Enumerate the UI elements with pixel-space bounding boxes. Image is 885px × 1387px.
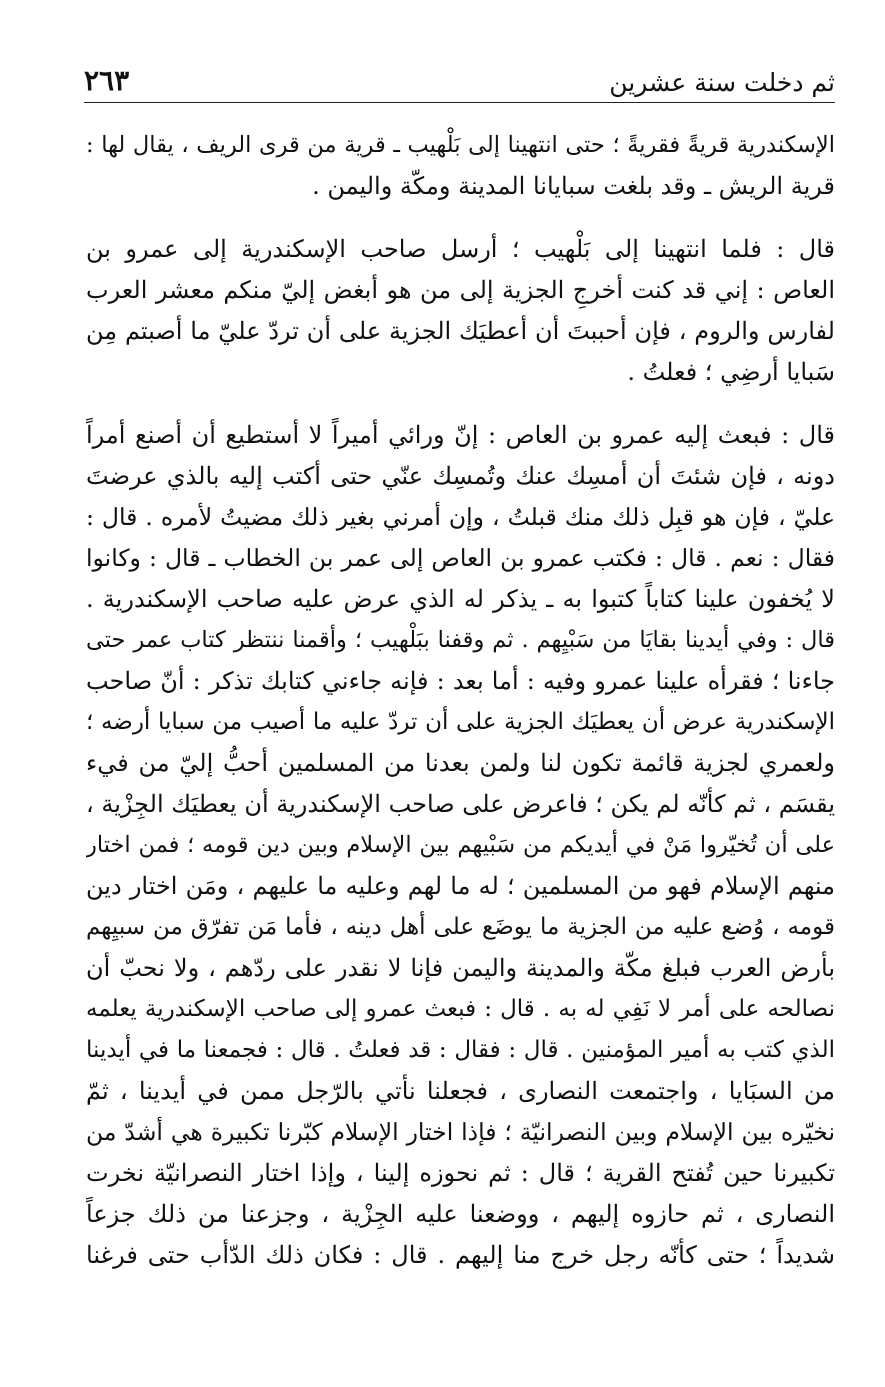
paragraph-1	[86, 125, 835, 207]
text-line: قال : وفي أيدينا بقايَا من سَبْيِهم . ثم وقفنا ببَلْهيب ؛ وأقمنا ننتظر كتاب عمر حتى	[86, 627, 835, 653]
text-line: قومه ، وُضع عليه من الجزية ما يوضَع على أهل دينه ، فأما مَن تفرّق من سبيِهم	[86, 914, 835, 940]
text-line: سَبايا أرضِي ؛ فعلتُ .	[627, 358, 835, 386]
text-line: قرية الريش ـ وقد بلغت سبايانا المدينة ومكّة واليمن .	[312, 172, 835, 200]
text-line: لفارس والروم ، فإن أحببتَ أن أعطيَك الجزية على أن تردّ عليّ ما أصبتم مِن	[86, 317, 835, 345]
page-number: ٢٦٣	[84, 64, 130, 97]
page-body	[86, 125, 835, 1276]
paragraph-3	[86, 415, 835, 1276]
text-line: منهم الإسلام فهو من المسلمين ؛ له ما لهم وعليه ما عليهم ، ومَن اختار دين	[86, 872, 835, 900]
text-line: الإسكندرية قريةً فقريةً ؛ حتى انتهينا إلى بَلْهيب ـ قرية من قرى الريف ، يقال لها :	[86, 132, 835, 158]
text-line: من السبَايا ، واجتمعت النصارى ، فجعلنا نأتي بالرّجل ممن في أيدينا ، ثمّ	[86, 1077, 835, 1105]
text-line: العاص : إني قد كنت أخرجِ الجزية إلى من هو أبغض إليّ منكم معشر العرب	[86, 276, 835, 304]
text-line: بأرض العرب فبلغ مكّة والمدينة واليمن فإنا لا نقدر على ردّهم ، ولا نحبّ أن	[86, 954, 835, 982]
text-line: النصارى ، ثم حازوه إليهم ، ووضعنا عليه الجِزْية ، وجزعنا من ذلك جزعاً	[86, 1200, 835, 1228]
text-line: ولعمري لجزية قائمة تكون لنا ولمن بعدنا من المسلمين أحبُّ إليّ من فيء	[86, 749, 835, 777]
text-line: جاءنا ؛ فقرأه علينا عمرو وفيه : أما بعد : فإنه جاءني كتابك تذكر : أنّ صاحب	[86, 667, 835, 695]
paragraph-2	[86, 229, 835, 393]
text-line: الإسكندرية عرض أن يعطيَك الجزية على أن تردّ عليه ما أصيب من سبايا أرضه ؛	[86, 709, 835, 735]
text-line: نصالحه على أمر لا نَفِي له به . قال : فبعث عمرو إلى صاحب الإسكندرية يعلمه	[86, 996, 835, 1022]
text-line: الذي كتب به أمير المؤمنين . قال : فقال : قد فعلتُ . قال : فجمعنا ما في أيدينا	[86, 1037, 835, 1063]
text-line: قال : فبعث إليه عمرو بن العاص : إنّ ورائي أميراً لا أستطيع أن أصنع أمراً	[86, 421, 835, 449]
text-line: يقسَم ، ثم كأنّه لم يكن ؛ فاعرض على صاحب الإسكندرية أن يعطيَك الجِزْية ،	[86, 790, 835, 818]
text-line: عليّ ، فإن هو قبِل ذلك منك قبلتُ ، وإن أمرني بغير ذلك مضيتُ لأمره . قال :	[86, 503, 835, 531]
page-header	[84, 62, 835, 103]
text-line: تكبيرنا حين تُفتح القرية ؛ قال : ثم نحوزه إلينا ، وإذا اختار النصرانيّة نخرت	[86, 1159, 835, 1187]
text-line: فقال : نعم . قال : فكتب عمرو بن العاص إلى عمر بن الخطاب ـ قال : وكانوا	[86, 544, 835, 572]
running-title: ثم دخلت سنة عشرين	[609, 68, 835, 97]
text-line: نخيّره بين الإسلام وبين النصرانيّة ؛ فإذا اختار الإسلام كبّرنا تكبيرة هي أشدّ من	[86, 1118, 835, 1146]
text-line: دونه ، فإن شئتَ أن أمسِك عنك وتُمسِك عنّي حتى أكتب إليه بالذي عرضتَ	[86, 462, 835, 490]
text-line: لا يُخفون علينا كتاباً كتبوا به ـ يذكر له الذي عرض عليه صاحب الإسكندرية .	[86, 585, 835, 613]
text-line: قال : فلما انتهينا إلى بَلْهيب ؛ أرسل صاحب الإسكندرية إلى عمرو بن	[86, 235, 835, 263]
text-line: شديداً ؛ حتى كأنّه رجل خرج منا إليهم . قال : فكان ذلك الدّأب حتى فرغنا	[86, 1241, 835, 1269]
text-line: على أن تُخيّروا مَنْ في أيديكم من سَبْيهم بين الإسلام وبين دين قومه ؛ فمن اختار	[86, 832, 835, 858]
